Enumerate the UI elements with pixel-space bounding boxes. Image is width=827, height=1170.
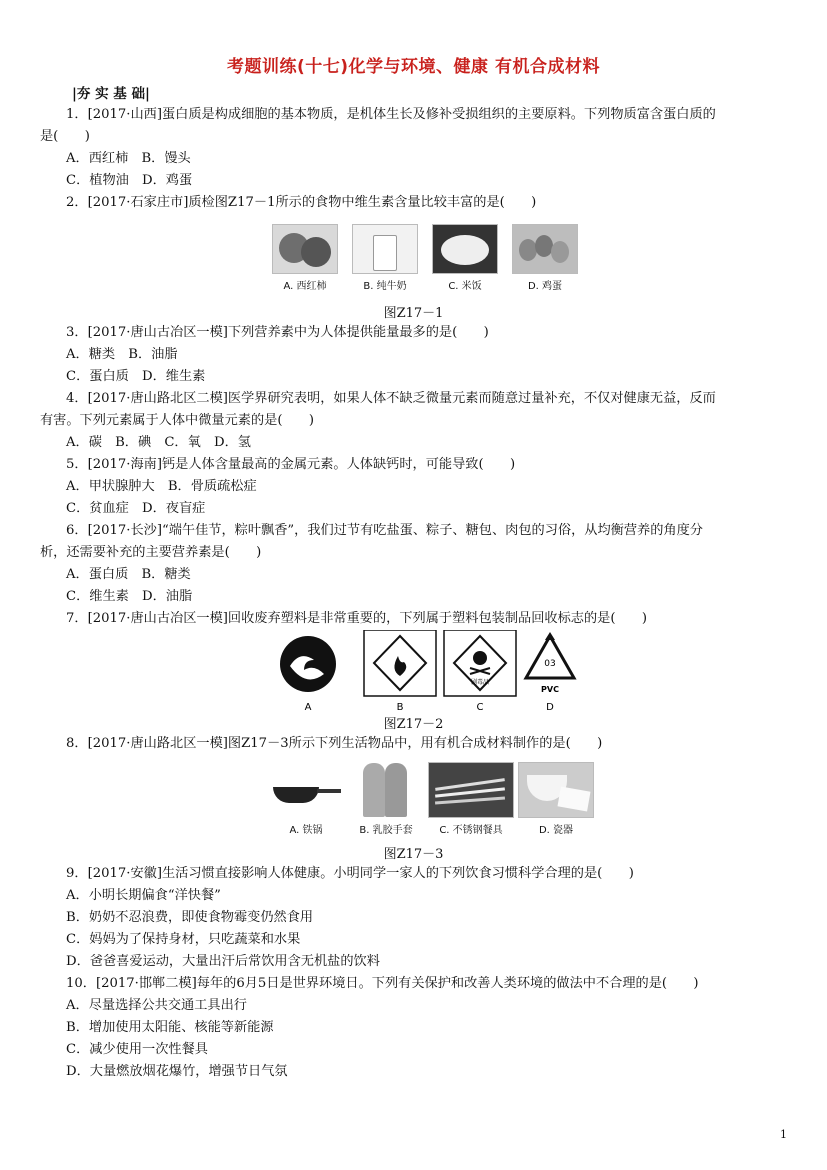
text-line: 3．[2017·唐山古冶区一模]下列营养素中为人体提供能量最多的是( ): [66, 325, 489, 340]
text-line: 10．[2017·邯郸二模]每年的6月5日是世界环境日。下列有关保护和改善人类环境的做法中不合理的是( ): [66, 976, 699, 991]
text-line: A．碳 B．碘 C．氧 D．氢: [66, 435, 251, 450]
figure-item: [432, 224, 498, 292]
figure-label: 图Z17－3: [383, 847, 444, 862]
text-line: 8．[2017·唐山路北区一模]图Z17－3所示下列生活物品中，用有机合成材料制作的是( ): [66, 736, 603, 751]
text-line: 7．[2017·唐山古冶区一模]回收废弃塑料是非常重要的，下列属于塑料包装制品回收标志的是( ): [66, 611, 648, 626]
text-line: B．增加使用太阳能、核能等新能源: [66, 1020, 274, 1035]
figure-item: [268, 762, 344, 836]
flammable-sign-b: [364, 630, 436, 712]
text-line: C．减少使用一次性餐具: [66, 1042, 208, 1057]
milk-photo: [352, 224, 418, 274]
eggs-photo: [512, 224, 578, 274]
recycle-sign-a: [280, 636, 336, 712]
figure-item: [518, 762, 594, 836]
figure-caption: A. 西红柿: [283, 281, 327, 292]
page-title: 考题训练(十七)化学与环境、健康 有机合成材料: [227, 57, 600, 77]
figure-caption: C: [476, 702, 484, 712]
svg-text:PVC: PVC: [541, 685, 559, 694]
figure-item: [272, 224, 338, 292]
text-line: 是( ): [40, 129, 90, 144]
text-line: A．甲状腺肿大 B．骨质疏松症: [66, 479, 257, 494]
text-line: C．植物油 D．鸡蛋: [66, 173, 193, 188]
cutlery-photo: [428, 762, 514, 818]
text-line: 5．[2017·海南]钙是人体含量最高的金属元素。人体缺钙时，可能导致( ): [66, 457, 516, 472]
text-line: 2．[2017·石家庄市]质检图Z17－1所示的食物中维生素含量比较丰富的是( ): [66, 195, 537, 210]
text-line: D．爸爸喜爱运动，大量出汗后常饮用含无机盐的饮料: [66, 954, 380, 969]
figure-z17-3: [268, 762, 594, 836]
text-line: C．维生素 D．油脂: [66, 589, 193, 604]
text-line: A．糖类 B．油脂: [66, 347, 178, 362]
text-line: A．尽量选择公共交通工具出行: [66, 998, 247, 1013]
figure-caption: D. 瓷器: [538, 825, 574, 836]
text-line: D．大量燃放烟花爆竹，增强节日气氛: [66, 1064, 288, 1079]
text-line: C．贫血症 D．夜盲症: [66, 501, 206, 516]
figure-caption: D: [546, 702, 554, 712]
figure-caption: B: [396, 702, 404, 712]
figure-item: [512, 224, 578, 292]
figure-caption: B. 乳胶手套: [359, 825, 413, 836]
tomato-photo: [272, 224, 338, 274]
rice-photo: [432, 224, 498, 274]
text-line: A．西红柿 B．馒头: [66, 151, 191, 166]
figure-caption: B. 纯牛奶: [363, 281, 407, 292]
wok-photo: [268, 762, 344, 818]
gloves-photo: [348, 762, 424, 818]
figure-caption: D. 鸡蛋: [527, 281, 563, 292]
figure-label: 图Z17－1: [383, 306, 444, 321]
text-line: C．蛋白质 D．维生素: [66, 369, 206, 384]
figure-caption: C. 不锈钢餐具: [439, 825, 503, 836]
figure-item: [348, 762, 424, 836]
text-line: A．小明长期偏食“洋快餐”: [66, 888, 221, 903]
figure-z17-1: [272, 224, 578, 292]
pvc-recycle-sign-d: [526, 632, 574, 712]
page-number: 1: [780, 1128, 787, 1141]
text-line: A．蛋白质 B．糖类: [66, 567, 191, 582]
text-line: 析，还需要补充的主要营养素是( ): [40, 545, 262, 560]
text-line: 1．[2017·山西]蛋白质是构成细胞的基本物质，是机体生长及修补受损组织的主要原料。下列物质富含蛋白质的: [66, 107, 716, 122]
figure-item: [352, 224, 418, 292]
text-line: 6．[2017·长沙]“端午佳节，粽叶飘香”，我们过节有吃盐蛋、粽子、糖包、肉包的习俗，从均衡营养的角度分: [66, 523, 703, 538]
figure-label: 图Z17－2: [383, 717, 444, 732]
text-line: 有害。下列元素属于人体中微量元素的是( ): [40, 413, 315, 428]
figure-caption: A. 铁锅: [289, 825, 323, 836]
text-line: 4．[2017·唐山路北区二模]医学界研究表明，如果人体不缺乏微量元素而随意过量补充，不仅对健康无益，反而: [66, 391, 716, 406]
text-line: 9．[2017·安徽]生活习惯直接影响人体健康。小明同学一家人的下列饮食习惯科学合理的是( ): [66, 866, 634, 881]
svg-text:剧毒品: 剧毒品: [470, 679, 490, 686]
figure-caption: A: [304, 702, 312, 712]
figure-z17-2: [268, 630, 588, 712]
text-line: B．奶奶不忍浪费，即使食物霉变仍然食用: [66, 910, 314, 925]
text-line: C．妈妈为了保持身材，只吃蔬菜和水果: [66, 932, 301, 947]
section-heading: |夯 实 基 础|: [72, 86, 150, 102]
toxic-sign-c: [444, 630, 516, 712]
figure-item: [428, 762, 514, 836]
svg-text:03: 03: [544, 659, 556, 669]
porcelain-photo: [518, 762, 594, 818]
figure-caption: C. 米饭: [448, 281, 482, 292]
